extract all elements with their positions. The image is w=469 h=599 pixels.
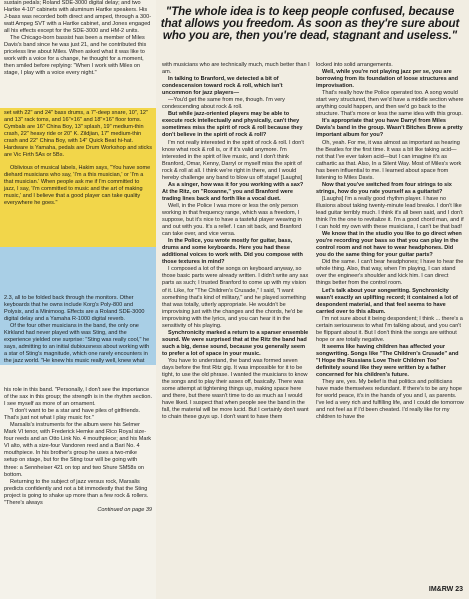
question-text: Well, while you're not playing jazz per se, you are borrowing from its foundation of loose structures and improvisation. [316, 69, 459, 90]
answer-text: I composed a lot of the songs on keyboard anyway, so those basic parts were already written. I didn't write any sax parts as such; I trusted Branford to come up with my vision of it. Like, for "The Children's Crusade," I said, "I want something that's kind of military," and he played something that was totally, utterly appropriate. He wouldn't be improvising just with the changes and the chords, he'd be improvising with the lyrics, and you can hear it in the sensitivity of his playing. [162, 266, 309, 329]
sidebar-text: Of the four other musicians in the band, the only one Kirkland had never played with was Sting, and the experience yielded one surprise: "Sting was really cool," he says, admitting to an initial dubiousness about working with a star of Sting's magnitude, which one rarely encounters in the jazz world. "He knew his music really well, knew what [4, 323, 150, 365]
question-text: It's appropriate that you have Darryl from Miles Davis's band in the group. Wasn't Bitches Brew a pretty important album for you? [316, 118, 463, 139]
pull-quote: "The whole idea is to keep people confused, because that allows you freedom. As soon as they're sure about who you are, then you're dead, stagnant and useless." [160, 5, 460, 43]
sidebar-block-bass [0, 0, 156, 108]
article-column-right [316, 62, 464, 582]
question-text: We know that in the studio you like to go direct when you're recording your bass so that you can play in the control room and not have to wear headphones. Did you do the same thing for your guitar parts? [316, 231, 462, 259]
sidebar-text: his role in this band. "Personally, I don't see the importance of the sax in this group; the strength is in the rhythm section. I see myself as more of an ornament. [4, 387, 152, 408]
sidebar-text: Returning to the subject of jazz versus rock, Marsalis predicts confidently and not a bit immodestly that the Sting project is going to shake up more than a few rock & rollers. "There's always [4, 478, 149, 506]
answer-text: They are, yes. My belief is that politics and politicians have made themselves redundant. If there's to be any hope for world peace, it's in the hands of you and I, as parents. I've led a very rich and fulfilling life, and I could die tomorrow and not feel as if I'd been cheated. I'd really like for my children to have the [316, 379, 464, 421]
answer-text: [Laughs] I'm a really good rhythm player. I have no illusions about taking twenty-minute lead breaks. I don't like lead guitar terribly much. I think it's all been said, and I don't think I'm the one to revitalize it. I'm a good chord man, and if I can hold my own with these musicians, I can't be that bad! [316, 195, 464, 231]
page-footer: IM&RW 23 [428, 586, 463, 593]
question-text: In the Police, you wrote mostly for guitar, bass, drums and some keyboards. Here you had these additional voices to work with. Did you compose with those textures in mind? [162, 238, 303, 266]
continued-note: Continued on page 39 [97, 506, 152, 513]
sidebar-text: 2.3, all to be folded back through the monitors. Other keyboards that he owns include Korg's Poly-800 and Polysix, and a Minimoog. Effects are a Roland SDE-3000 digital delay and a Yamaha R-1000 digital reverb. [4, 295, 145, 323]
sidebar-text: sustain pedals; Roland SDE-3000 digital delay; and two Hartke 4-10" cabinets with aluminum Hartke speakers. His J-bass was recorded both direct and amped, through a 300-watt Ampeg SVT with a Hartke cabinet, and Jones engaged all his effects except for the SDE-3000 and HM-2 units. [4, 0, 152, 35]
sidebar-block-sax [0, 365, 156, 599]
answer-text: You have to understand, the band was formed seven days before the first Ritz gig. It was impossible for it to be tight, to use the old phrase. I wanted the musicians to know the songs and to play their asses off, basically. There was some attempt at tightening things up, making space here and there, but there wasn't time to do as much as I would have liked. I suspect that when people see the band in the fall, the material will be more lucid. But I certainly don't want to chain these guys up. I don't want to have them [162, 357, 309, 421]
sidebar-block-drums [0, 108, 156, 165]
answer-text: with musicians who are technically much, much better than I am. [162, 62, 310, 76]
sidebar-text: set with 22" and 24" bass drums, a 7"-deep snare, 10", 12" and 13" rack toms, and 16"×16" and 18"×16" floor toms. Cymbals are 16" China Boy, 13" splash, 19" medium-thin crash, 22" heavy ride or 20" K. Zildjian, 17" medium-thin crash and 22" China Boy, with 14" Quick Beat hi-hat. Hardware is Yamaha, pedals are Drum Workshop and sticks are Vic Firth 5As or 5Bs. [4, 110, 152, 159]
answer-text: Did the same. I can't bear headphones; I have to hear the whole thing. Also, that way, when I'm playing, I can stand over the engineer's shoulder and kick him. I can direct things better from the control room. [316, 259, 464, 287]
answer-text: —You'd get the same from me, though. I'm very condescending about rock & roll. [162, 97, 285, 111]
question-text: Let's talk about your songwriting. Synchronicity wasn't exactly an uplifting record; it contained a lot of despondent material, and that feel seems to have carried over to this album. [316, 287, 458, 315]
answer-text: Well, in the Police I was more or less the only person working in that frequency range, which was a freedom, I suppose, but it's nice to have a tasteful player weaving in and out with you. It's a relief. I can sit back, and Branford can take over, and vice versa. [162, 202, 302, 238]
answer-text: That's really how the Police operated too. A song would start very structured, then we'd have a middle section where anything could happen, and then we'd go back to the structure. That's more or less the same idea with this group. [316, 90, 464, 118]
question-text: In talking to Branford, we detected a bit of condescension toward rock & roll, which isn't uncommon for jazz players— [162, 76, 283, 97]
question-text: It seems like having children has affected your songwriting. Songs like "The Children's Crusade" and "I Hope the Russians Love Their Children Too" definitely sound like they were written by a father concerned for his children's future. [316, 343, 459, 379]
article-column-middle [162, 62, 310, 587]
sidebar-block-hakim [0, 165, 156, 247]
question-text: Synchronicity marked a return to a sparser ensemble sound. We were surprised that at the Ritz the band had such a big, dense sound, because you generally seem to prefer a lot of space in your music. [162, 329, 309, 357]
sidebar-text: Oblivious of musical labels, Hakim says, "You have some diehard musicians who say, 'I'm a this musician,' or 'I'm a that musician.' When people ask me if I'm committed to jazz, I say, 'I'm committed to music and the art of making music,' and I believe that a good player can take quality everywhere he goes." [4, 165, 151, 207]
question-text: Now that you've switched from four strings to six strings, how do you rate yourself as a guitarist? [316, 181, 452, 195]
sidebar-text: Marsalis's instruments for the album were his Selmer Mark VI tenor, with Frederick Hemke and Rico Royal size-four reeds and an Otto Link No. 4 mouthpiece; and his Mark VI alto, with a size-four Vandoren reed and a Bari No. 4 mouthpiece. In his brother's group he uses a two-mike setup on stage, but for the Sting tour will be going with three: a Sennheiser 421 on top and two Shure SM58s on bottom. [4, 422, 152, 478]
answer-text: locked into solid arrangements. [316, 62, 393, 68]
sidebar-block-keyboards [0, 247, 156, 365]
sidebar-text: The Chicago-born bassist has been a member of Miles Davis's band since he was just 21, and he contributed this priceless line about Miles. When asked what it was like to work with a voice for a change, he thought for a moment, then smiled before replying: "When I work with Miles on stage, I play with a voice every night." [4, 35, 147, 77]
question-text: But while jazz-oriented players may be able to execute rock intellectually and physically, can't they sometimes miss the spirit of rock & roll because they don't believe in the spirit of rock & roll? [162, 111, 303, 139]
question-text: As a singer, how was it for you working with a sax? At the Ritz, on "Roxanne," you and Branford were trading lines back and forth like a vocal duet. [162, 181, 304, 202]
sidebar-text: "I don't want to be a star and have piles of girlfriends. That's just not what I play music for." [4, 408, 141, 422]
answer-text: I'm not really interested in the spirit of rock & roll. I don't know what rock & roll is, or if it's valid anymore. I'm interested in the spirit of live music, and I don't think Branford, Omar, Kenny, Darryl or myself miss the spirit of rock & roll at all. I think we're right in there, and I would hereby challenge any band to blow us off stage! [Laughs] [162, 139, 304, 181]
answer-text: I'm not sure about it being despondent; I think ... there's a certain seriousness to what I'm talking about, and you can't be flippant about it. But I don't think the songs are without hope or are totally negative. [316, 315, 463, 343]
answer-text: Oh, yeah. For me, it was almost as important as hearing the Beatles for the first time. It was a bit like taking acid—not that I've ever taken acid—but I can imagine it's as cathartic as that. Also, In a Silent Way. Most of Miles's work has been influential to me. I learned about space from listening to Miles Davis. [316, 139, 462, 181]
